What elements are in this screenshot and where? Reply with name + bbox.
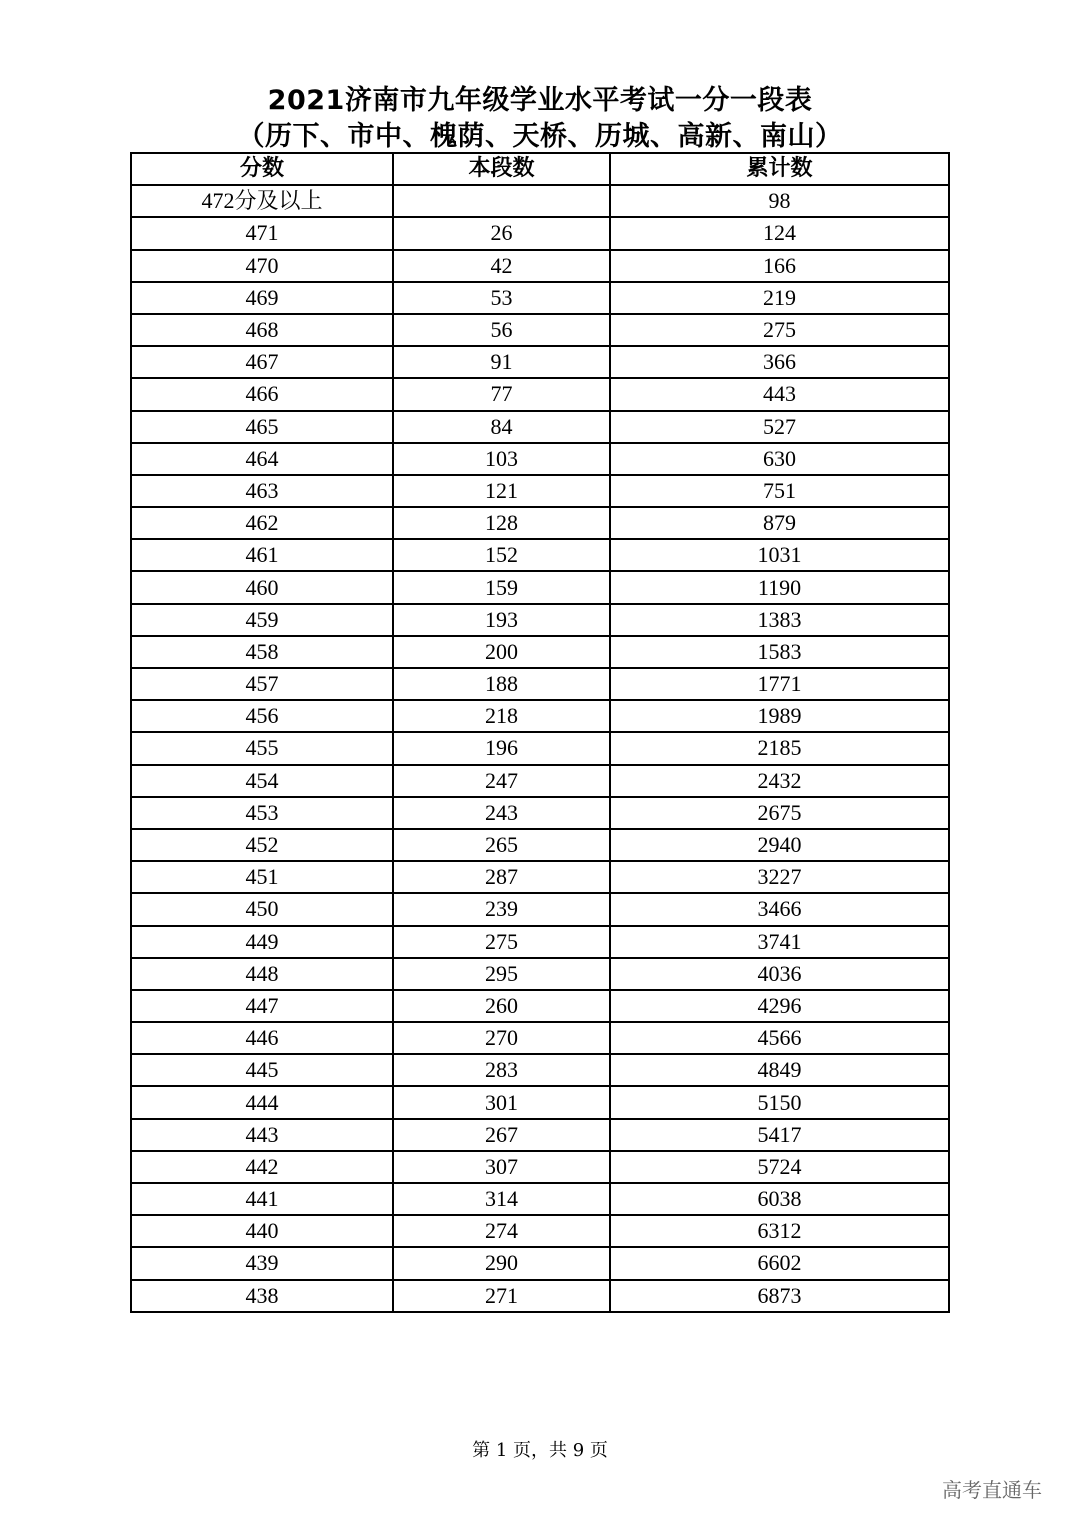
segment-count-cell: 159 [393,571,610,603]
segment-count-cell: 218 [393,700,610,732]
table-row [131,1183,949,1215]
segment-count-cell: 274 [393,1215,610,1247]
cumulative-count-cell: 2940 [610,829,949,861]
score-cell: 456 [131,700,393,732]
score-cell: 465 [131,411,393,443]
score-cell: 442 [131,1151,393,1183]
document-title: 2021济南市九年级学业水平考试一分一段表 [267,85,813,116]
segment-count-cell: 188 [393,668,610,700]
segment-count-cell: 200 [393,636,610,668]
page-footer: 第 1 页，共 9 页 [472,1440,608,1461]
score-cell: 462 [131,507,393,539]
cumulative-count-cell: 166 [610,250,949,282]
watermark: 高考直通车 [942,1478,1042,1502]
cumulative-count-cell: 879 [610,507,949,539]
table-row [131,1054,949,1086]
cumulative-count-cell: 3741 [610,926,949,958]
table-row [131,1086,949,1118]
table-row [131,282,949,314]
table-row [131,1215,949,1247]
table-row [131,797,949,829]
cumulative-count-cell: 124 [610,217,949,249]
score-cell: 471 [131,217,393,249]
header-cumulative-count: 累计数 [610,153,949,185]
score-cell: 463 [131,475,393,507]
table-row [131,604,949,636]
score-cell: 466 [131,378,393,410]
segment-count-cell: 193 [393,604,610,636]
score-cell: 439 [131,1247,393,1279]
table-row [131,958,949,990]
cumulative-count-cell: 3227 [610,861,949,893]
table-row [131,475,949,507]
score-cell: 454 [131,765,393,797]
cumulative-count-cell: 5724 [610,1151,949,1183]
cumulative-count-cell: 4849 [610,1054,949,1086]
segment-count-cell: 271 [393,1280,610,1312]
segment-count-cell: 283 [393,1054,610,1086]
cumulative-count-cell: 1771 [610,668,949,700]
table-row [131,571,949,603]
segment-count-cell: 26 [393,217,610,249]
segment-count-cell [393,185,610,217]
segment-count-cell: 287 [393,861,610,893]
segment-count-cell: 247 [393,765,610,797]
segment-count-cell: 103 [393,443,610,475]
table-row [131,700,949,732]
segment-count-cell: 121 [393,475,610,507]
segment-count-cell: 243 [393,797,610,829]
score-cell: 445 [131,1054,393,1086]
cumulative-count-cell: 5150 [610,1086,949,1118]
segment-count-cell: 56 [393,314,610,346]
cumulative-count-cell: 366 [610,346,949,378]
score-cell: 450 [131,893,393,925]
score-cell: 448 [131,958,393,990]
cumulative-count-cell: 6602 [610,1247,949,1279]
cumulative-count-cell: 2675 [610,797,949,829]
score-cell: 457 [131,668,393,700]
table-row [131,250,949,282]
score-cell: 459 [131,604,393,636]
cumulative-count-cell: 4036 [610,958,949,990]
table-row [131,636,949,668]
segment-count-cell: 42 [393,250,610,282]
score-distribution-table [130,152,950,1313]
cumulative-count-cell: 443 [610,378,949,410]
segment-count-cell: 91 [393,346,610,378]
score-cell: 461 [131,539,393,571]
cumulative-count-cell: 2432 [610,765,949,797]
cumulative-count-cell: 1190 [610,571,949,603]
segment-count-cell: 265 [393,829,610,861]
segment-count-cell: 77 [393,378,610,410]
score-cell: 444 [131,1086,393,1118]
cumulative-count-cell: 98 [610,185,949,217]
score-cell: 449 [131,926,393,958]
table-row [131,1151,949,1183]
cumulative-count-cell: 630 [610,443,949,475]
segment-count-cell: 267 [393,1119,610,1151]
score-cell: 468 [131,314,393,346]
score-cell: 458 [131,636,393,668]
table-row [131,926,949,958]
segment-count-cell: 301 [393,1086,610,1118]
score-cell: 472分及以上 [131,185,393,217]
cumulative-count-cell: 275 [610,314,949,346]
score-cell: 441 [131,1183,393,1215]
cumulative-count-cell: 219 [610,282,949,314]
table-row [131,1022,949,1054]
score-cell: 452 [131,829,393,861]
segment-count-cell: 196 [393,732,610,764]
segment-count-cell: 152 [393,539,610,571]
segment-count-cell: 260 [393,990,610,1022]
cumulative-count-cell: 1031 [610,539,949,571]
table-row [131,1247,949,1279]
score-cell: 467 [131,346,393,378]
table-row [131,829,949,861]
segment-count-cell: 128 [393,507,610,539]
table-row [131,185,949,217]
cumulative-count-cell: 4566 [610,1022,949,1054]
segment-count-cell: 239 [393,893,610,925]
segment-count-cell: 307 [393,1151,610,1183]
cumulative-count-cell: 751 [610,475,949,507]
segment-count-cell: 314 [393,1183,610,1215]
table-row [131,539,949,571]
cumulative-count-cell: 1989 [610,700,949,732]
score-cell: 460 [131,571,393,603]
cumulative-count-cell: 2185 [610,732,949,764]
table-row [131,765,949,797]
score-cell: 440 [131,1215,393,1247]
table-row [131,1119,949,1151]
score-cell: 438 [131,1280,393,1312]
table-row [131,443,949,475]
score-cell: 446 [131,1022,393,1054]
score-cell: 443 [131,1119,393,1151]
score-cell: 464 [131,443,393,475]
table-row [131,411,949,443]
score-cell: 470 [131,250,393,282]
cumulative-count-cell: 1583 [610,636,949,668]
table-body [131,185,949,1312]
cumulative-count-cell: 4296 [610,990,949,1022]
cumulative-count-cell: 6312 [610,1215,949,1247]
table-row [131,1280,949,1312]
cumulative-count-cell: 5417 [610,1119,949,1151]
table-row [131,507,949,539]
segment-count-cell: 295 [393,958,610,990]
cumulative-count-cell: 527 [610,411,949,443]
header-segment-count: 本段数 [393,153,610,185]
document-subtitle: （历下、市中、槐荫、天桥、历城、高新、南山） [237,121,843,152]
segment-count-cell: 270 [393,1022,610,1054]
table-row [131,990,949,1022]
score-cell: 451 [131,861,393,893]
table-row [131,861,949,893]
segment-count-cell: 53 [393,282,610,314]
segment-count-cell: 290 [393,1247,610,1279]
score-cell: 455 [131,732,393,764]
segment-count-cell: 84 [393,411,610,443]
table-row [131,217,949,249]
table-row [131,668,949,700]
segment-count-cell: 275 [393,926,610,958]
table-row [131,346,949,378]
cumulative-count-cell: 3466 [610,893,949,925]
score-cell: 453 [131,797,393,829]
score-cell: 447 [131,990,393,1022]
table-row [131,314,949,346]
table-row [131,378,949,410]
cumulative-count-cell: 6038 [610,1183,949,1215]
table-header-row [131,153,949,185]
header-score: 分数 [131,153,393,185]
cumulative-count-cell: 1383 [610,604,949,636]
table-row [131,893,949,925]
table-row [131,732,949,764]
score-cell: 469 [131,282,393,314]
cumulative-count-cell: 6873 [610,1280,949,1312]
